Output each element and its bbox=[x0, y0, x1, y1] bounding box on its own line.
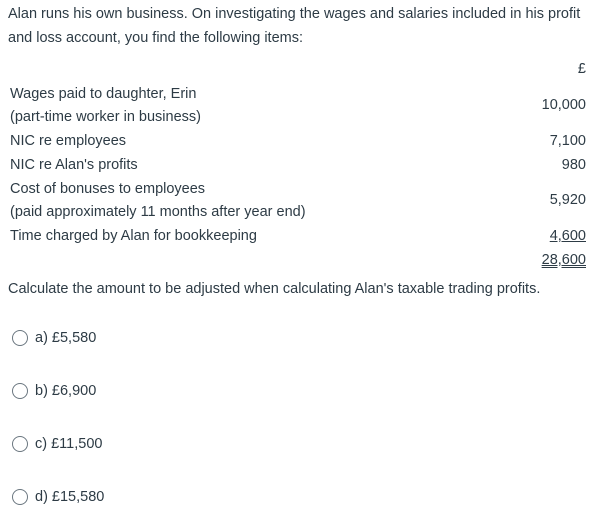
item-amount: 7,100 bbox=[549, 133, 586, 149]
item-label-note: (paid approximately 11 months after year end) bbox=[10, 204, 306, 220]
option-a[interactable] bbox=[12, 327, 96, 349]
option-b[interactable] bbox=[12, 380, 96, 402]
radio-button[interactable] bbox=[12, 330, 28, 346]
item-label-note: (part-time worker in business) bbox=[10, 109, 201, 125]
option-label: d) £15,580 bbox=[35, 489, 105, 505]
option-label: c) £11,500 bbox=[35, 436, 103, 452]
item-label: NIC re employees bbox=[10, 133, 127, 149]
item-label: Time charged by Alan for bookkeeping bbox=[10, 228, 257, 244]
item-label: NIC re Alan's profits bbox=[10, 157, 138, 173]
total-amount: 28,600 bbox=[541, 252, 586, 268]
option-c[interactable] bbox=[12, 433, 102, 455]
radio-button[interactable] bbox=[12, 383, 28, 399]
item-amount: 5,920 bbox=[549, 192, 586, 208]
currency-header: £ bbox=[577, 61, 586, 77]
radio-button[interactable] bbox=[12, 436, 28, 452]
option-label: b) £6,900 bbox=[35, 383, 97, 399]
item-amount: 10,000 bbox=[541, 97, 586, 113]
item-label: Wages paid to daughter, Erin bbox=[10, 86, 197, 102]
option-d[interactable] bbox=[12, 486, 104, 508]
item-label: Cost of bonuses to employees bbox=[10, 181, 206, 197]
option-label: a) £5,580 bbox=[35, 330, 97, 346]
item-amount: 980 bbox=[561, 157, 586, 173]
question-intro: Alan runs his own business. On investigating the wages and salaries included in his profit and loss account, you find the following items: bbox=[8, 6, 581, 46]
question-text: Calculate the amount to be adjusted when calculating Alan's taxable trading profits. bbox=[8, 281, 541, 297]
item-amount: 4,600 bbox=[549, 228, 586, 244]
radio-button[interactable] bbox=[12, 489, 28, 505]
